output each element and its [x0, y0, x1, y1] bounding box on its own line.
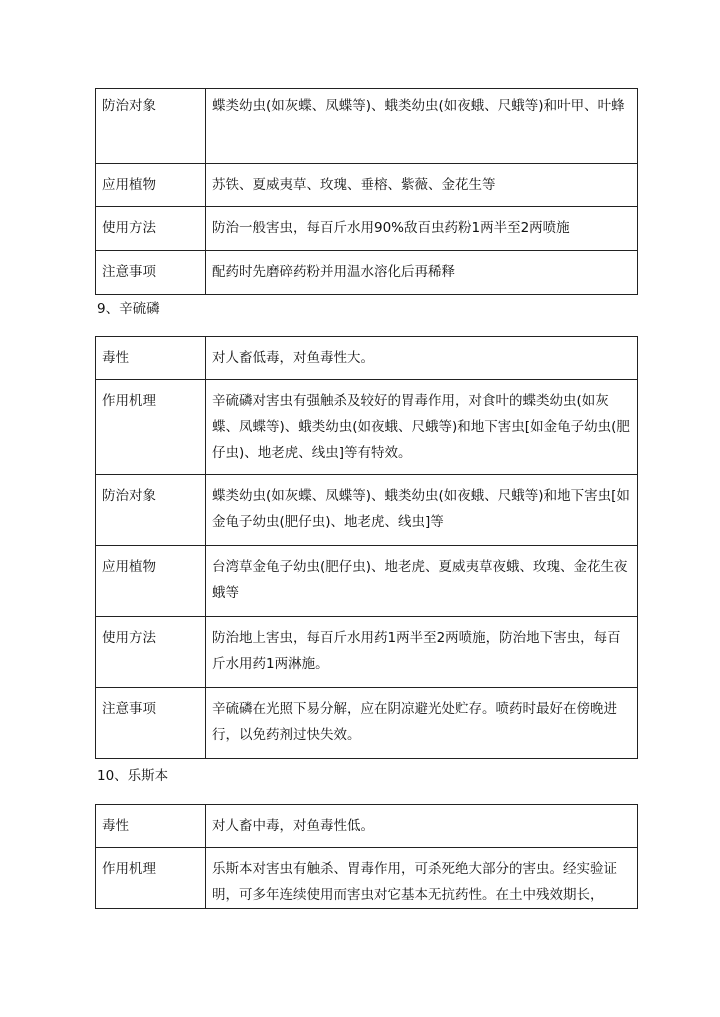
row-value: 配药时先磨碎药粉并用温水溶化后再稀释: [206, 251, 638, 295]
row-value: 苏铁、夏威夷草、玫瑰、垂榕、紫薇、金花生等: [206, 164, 638, 207]
row-label: 注意事项: [96, 251, 206, 295]
table-row: [96, 546, 638, 617]
table-row: [96, 688, 638, 759]
row-value: 防治地上害虫，每百斤水用药1两半至2两喷施，防治地下害虫，每百斤水用药1两淋施。: [206, 617, 638, 688]
row-value: 辛硫磷在光照下易分解，应在阴凉避光处贮存。喷药时最好在傍晚进行，以免药剂过快失效。: [206, 688, 638, 759]
section-9-title: 9、辛硫磷: [97, 301, 160, 317]
table-row: [96, 848, 638, 909]
table-row: [96, 475, 638, 546]
row-label: 作用机理: [96, 380, 206, 475]
table-row: [96, 207, 638, 251]
row-label: 防治对象: [96, 475, 206, 546]
row-label: 毒性: [96, 337, 206, 380]
row-value: 乐斯本对害虫有触杀、胃毒作用，可杀死绝大部分的害虫。经实验证明，可多年连续使用而害虫对它基本无抗药性。在土中残效期长，: [206, 848, 638, 909]
row-value: 防治一般害虫，每百斤水用90%敌百虫药粉1两半至2两喷施: [206, 207, 638, 251]
row-value: 对人畜低毒，对鱼毒性大。: [206, 337, 638, 380]
row-label: 使用方法: [96, 207, 206, 251]
row-label: 作用机理: [96, 848, 206, 909]
row-label: 使用方法: [96, 617, 206, 688]
table-row: [96, 251, 638, 295]
table-row: [96, 805, 638, 848]
row-value: 台湾草金龟子幼虫(肥仔虫)、地老虎、夏威夷草夜蛾、玫瑰、金花生夜蛾等: [206, 546, 638, 617]
pesticide-table-1: [95, 88, 638, 295]
row-value: 对人畜中毒，对鱼毒性低。: [206, 805, 638, 848]
row-label: 应用植物: [96, 164, 206, 207]
table-row: [96, 380, 638, 475]
table-row: [96, 89, 638, 164]
table-row: [96, 337, 638, 380]
table-row: [96, 164, 638, 207]
row-value: 蝶类幼虫(如灰蝶、凤蝶等)、蛾类幼虫(如夜蛾、尺蛾等)和叶甲、叶蜂: [206, 89, 638, 164]
row-label: 应用植物: [96, 546, 206, 617]
table-row: [96, 617, 638, 688]
row-label: 注意事项: [96, 688, 206, 759]
pesticide-table-3: [95, 804, 638, 909]
section-10-title: 10、乐斯本: [97, 768, 169, 784]
row-value: 辛硫磷对害虫有强触杀及较好的胃毒作用，对食叶的蝶类幼虫(如灰蝶、凤蝶等)、蛾类幼虫(如夜蛾、尺蛾等)和地下害虫[如金龟子幼虫(肥仔虫)、地老虎、线虫]等有特效。: [206, 380, 638, 475]
row-value: 蝶类幼虫(如灰蝶、凤蝶等)、蛾类幼虫(如夜蛾、尺蛾等)和地下害虫[如金龟子幼虫(肥仔虫)、地老虎、线虫]等: [206, 475, 638, 546]
row-label: 毒性: [96, 805, 206, 848]
pesticide-table-2: [95, 336, 638, 759]
row-label: 防治对象: [96, 89, 206, 164]
